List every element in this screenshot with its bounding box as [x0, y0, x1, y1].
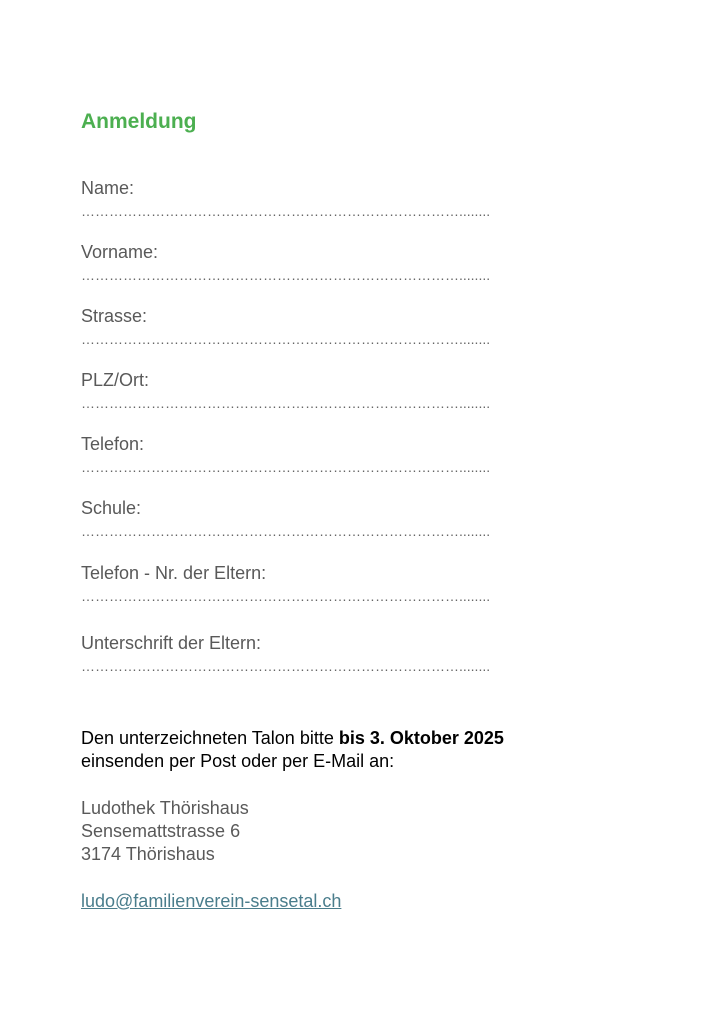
strasse-fill-line: ………………………………………………………………………........	[81, 331, 491, 347]
name-label: Name:	[81, 178, 135, 198]
name-fill-line: ………………………………………………………………………........	[81, 203, 491, 219]
strasse-field	[81, 305, 591, 347]
notice-text-after: einsenden per Post oder per E-Mail an:	[81, 751, 395, 771]
telefon-fill-line: ………………………………………………………………………........	[81, 459, 491, 475]
strasse-label: Strasse:	[81, 306, 148, 326]
notice-deadline: bis 3. Oktober 2025	[338, 728, 504, 748]
vorname-fill-line: ………………………………………………………………………........	[81, 267, 491, 283]
plz-ort-field	[81, 369, 591, 411]
plz-ort-label: PLZ/Ort:	[81, 370, 150, 390]
unterschrift-label: Unterschrift der Eltern:	[81, 633, 262, 653]
postal-address	[81, 797, 249, 866]
address-name: Ludothek Thörishaus	[81, 798, 249, 818]
name-field	[81, 177, 591, 219]
address-city: 3174 Thörishaus	[81, 844, 215, 864]
schule-fill-line: ………………………………………………………………………........	[81, 523, 491, 539]
telefon-eltern-label: Telefon - Nr. der Eltern:	[81, 563, 267, 583]
vorname-label: Vorname:	[81, 242, 159, 262]
telefon-eltern-field	[81, 562, 591, 604]
vorname-field	[81, 241, 591, 283]
plz-ort-fill-line: ………………………………………………………………………........	[81, 395, 491, 411]
telefon-label: Telefon:	[81, 434, 145, 454]
page-title: Anmeldung	[81, 110, 197, 133]
schule-label: Schule:	[81, 498, 142, 518]
notice-text-before: Den unterzeichneten Talon bitte	[81, 728, 339, 748]
telefon-field	[81, 433, 591, 475]
unterschrift-field	[81, 632, 591, 674]
submission-notice	[81, 727, 641, 773]
schule-field	[81, 497, 591, 539]
address-street: Sensemattstrasse 6	[81, 821, 241, 841]
telefon-eltern-fill-line: ………………………………………………………………………........	[81, 588, 491, 604]
unterschrift-fill-line: ………………………………………………………………………........	[81, 658, 491, 674]
email-link[interactable]: ludo@familienverein-sensetal.ch	[81, 891, 342, 911]
